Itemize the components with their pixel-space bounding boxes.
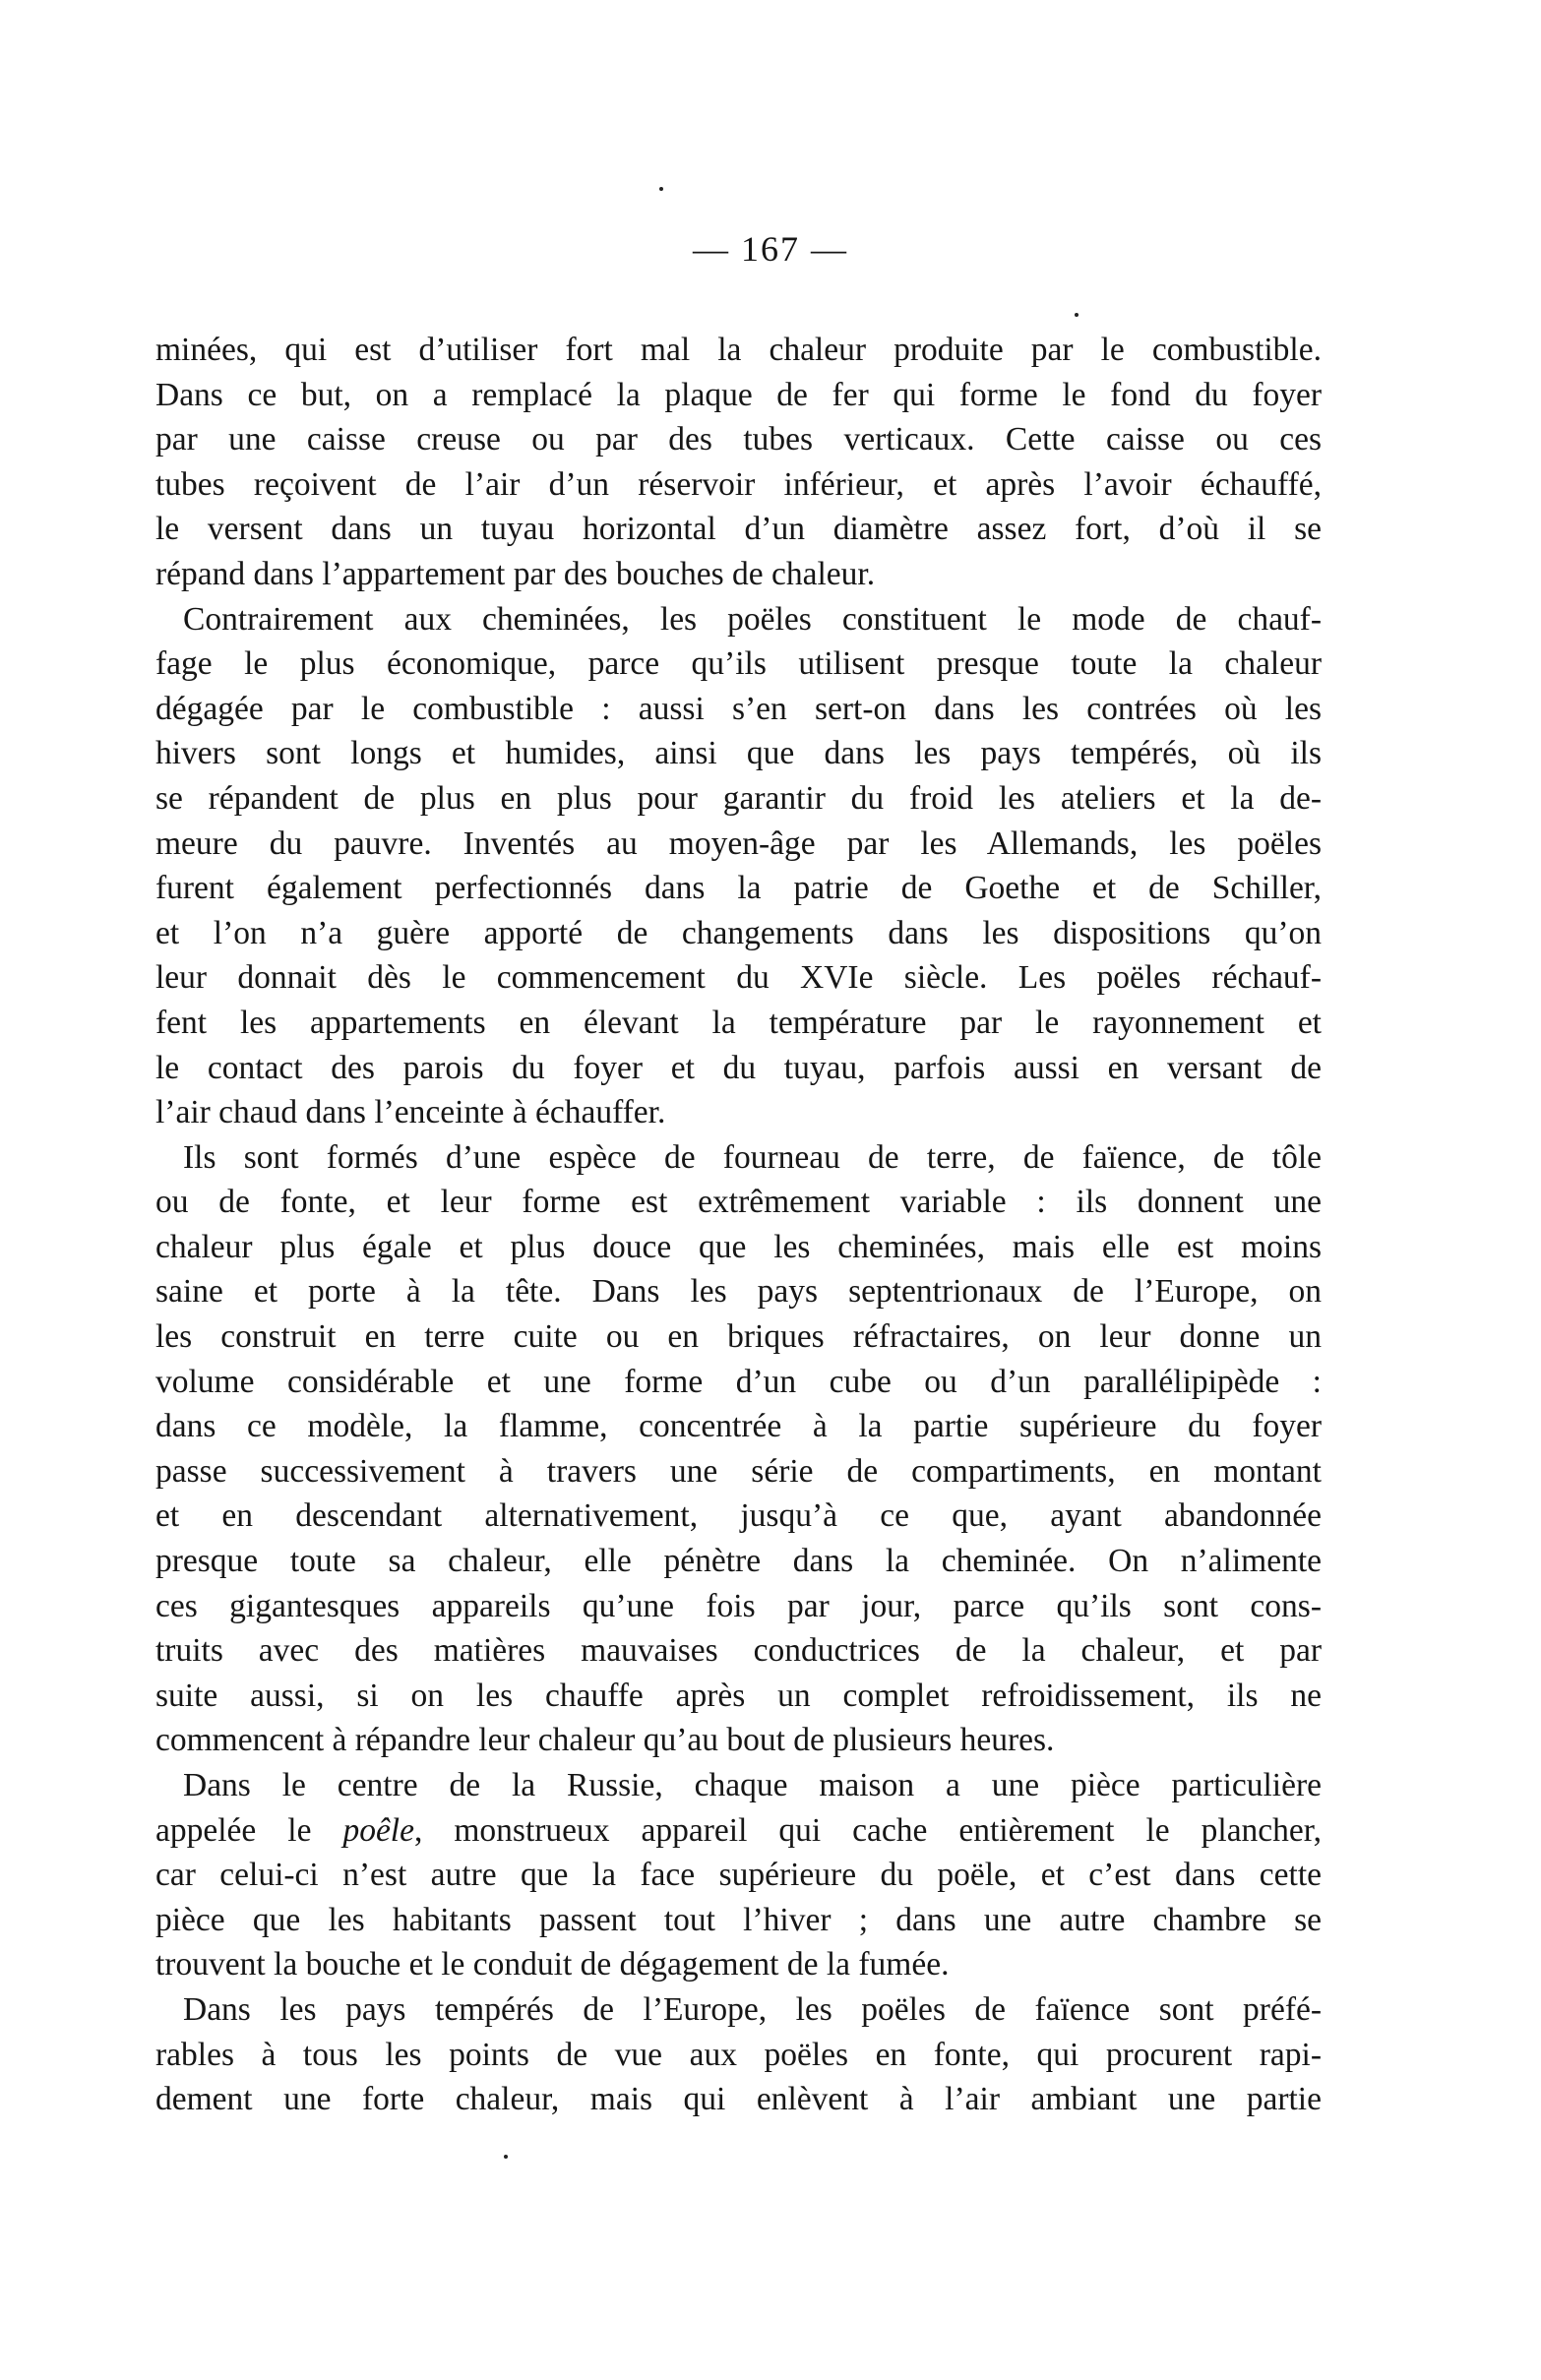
body-text [155, 328, 1322, 2122]
paragraph [155, 597, 1322, 1135]
text-line: leur donnait dès le commencement du XVIe siècle. Les poëles réchauf- [155, 959, 1322, 997]
text-line: truits avec des matières mauvaises conductrices de la chaleur, et par [155, 1632, 1322, 1670]
text-line: le versent dans un tuyau horizontal d’un diamètre assez fort, d’où il se [155, 511, 1322, 548]
text-line: meure du pauvre. Inventés au moyen-âge par les Allemands, les poëles [155, 824, 1322, 862]
text-line: et l’on n’a guère apporté de changements dans les dispositions qu’on [155, 914, 1322, 951]
paragraph [155, 1987, 1322, 2122]
text-line: saine et porte à la tête. Dans les pays septentrionaux de l’Europe, on [155, 1273, 1322, 1311]
text-line: tubes reçoivent de l’air d’un réservoir inférieur, et après l’avoir échauffé, [155, 465, 1322, 503]
text-line: Dans le centre de la Russie, chaque maison a une pièce particulière [183, 1767, 1322, 1803]
page-number: — 167 — [693, 229, 848, 269]
text-line: Contrairement aux cheminées, les poëles constituent le mode de chauf- [183, 600, 1322, 638]
text-line: le contact des parois du foyer et du tuyau, parfois aussi en versant de [155, 1049, 1322, 1086]
text-line: se répandent de plus en plus pour garantir du froid les ateliers et la de- [155, 779, 1322, 817]
text-line: l’air chaud dans l’enceinte à échauffer. [155, 1094, 666, 1131]
italic-term: poêle [342, 1811, 414, 1849]
text-line: dégagée par le combustible : aussi s’en sert-on dans les contrées où les [155, 690, 1322, 727]
ink-speck [504, 2155, 508, 2159]
text-line: passe successivement à travers une série de compartiments, en montant [155, 1452, 1322, 1490]
text-line: volume considérable et une forme d’un cube ou d’un parallélipipède : [155, 1363, 1322, 1400]
text-line: furent également perfectionnés dans la patrie de Goethe et de Schiller, [155, 870, 1322, 907]
text-line: trouvent la bouche et le conduit de dégagement de la fumée. [155, 1946, 950, 1983]
text-line: dement une forte chaleur, mais qui enlèvent à l’air ambiant une partie [155, 2081, 1322, 2118]
text-line: Dans ce but, on a remplacé la plaque de fer qui forme le fond du foyer [155, 376, 1322, 413]
text-line: ou de fonte, et leur forme est extrêmement variable : ils donnent une [155, 1184, 1322, 1221]
text-line: car celui-ci n’est autre que la face supérieure du poële, et c’est dans cette [155, 1857, 1322, 1894]
text-line: Ils sont formés d’une espèce de fourneau de terre, de faïence, de tôle [183, 1138, 1322, 1176]
ink-speck [659, 187, 663, 191]
text-line: presque toute sa chaleur, elle pénètre dans la cheminée. On n’alimente [155, 1543, 1322, 1580]
text-line: Dans les pays tempérés de l’Europe, les poëles de faïence sont préfé- [183, 1990, 1322, 2028]
paragraph [155, 1763, 1322, 1987]
text-line: répand dans l’appartement par des bouches de chaleur. [155, 555, 876, 592]
text-line: pièce que les habitants passent tout l’hiver ; dans une autre chambre se [155, 1901, 1322, 1938]
text-line [155, 1808, 1322, 1854]
text-line: les construit en terre cuite ou en briques réfractaires, on leur donne un [155, 1318, 1322, 1356]
text-line: suite aussi, si on les chauffe après un complet refroidissement, ils ne [155, 1677, 1322, 1714]
text-line: par une caisse creuse ou par des tubes verticaux. Cette caisse ou ces [155, 421, 1322, 458]
text-line: et en descendant alternativement, jusqu’à ce que, ayant abandonnée [155, 1497, 1322, 1535]
paragraph [155, 328, 1322, 597]
text-line: fage le plus économique, parce qu’ils utilisent presque toute la chaleur [155, 645, 1322, 683]
text-line: chaleur plus égale et plus douce que les cheminées, mais elle est moins [155, 1228, 1322, 1265]
ink-speck [1075, 313, 1079, 317]
text-line: commencent à répandre leur chaleur qu’au bout de plusieurs heures. [155, 1722, 1055, 1759]
text-line: ces gigantesques appareils qu’une fois par jour, parce qu’ils sont cons- [155, 1587, 1322, 1624]
line-segment: appelée le [155, 1811, 343, 1849]
line-segment: , monstrueux appareil qui cache entièrement le plancher, [413, 1811, 1322, 1849]
paragraph [155, 1135, 1322, 1763]
text-line: rables à tous les points de vue aux poëles en fonte, qui procurent rapi- [155, 2036, 1322, 2073]
text-line: minées, qui est d’utiliser fort mal la chaleur produite par le combustible. [155, 332, 1322, 368]
text-line: hivers sont longs et humides, ainsi que dans les pays tempérés, où ils [155, 735, 1322, 772]
text-line: fent les appartements en élevant la température par le rayonnement et [155, 1004, 1322, 1041]
text-line: dans ce modèle, la flamme, concentrée à la partie supérieure du foyer [155, 1408, 1322, 1445]
